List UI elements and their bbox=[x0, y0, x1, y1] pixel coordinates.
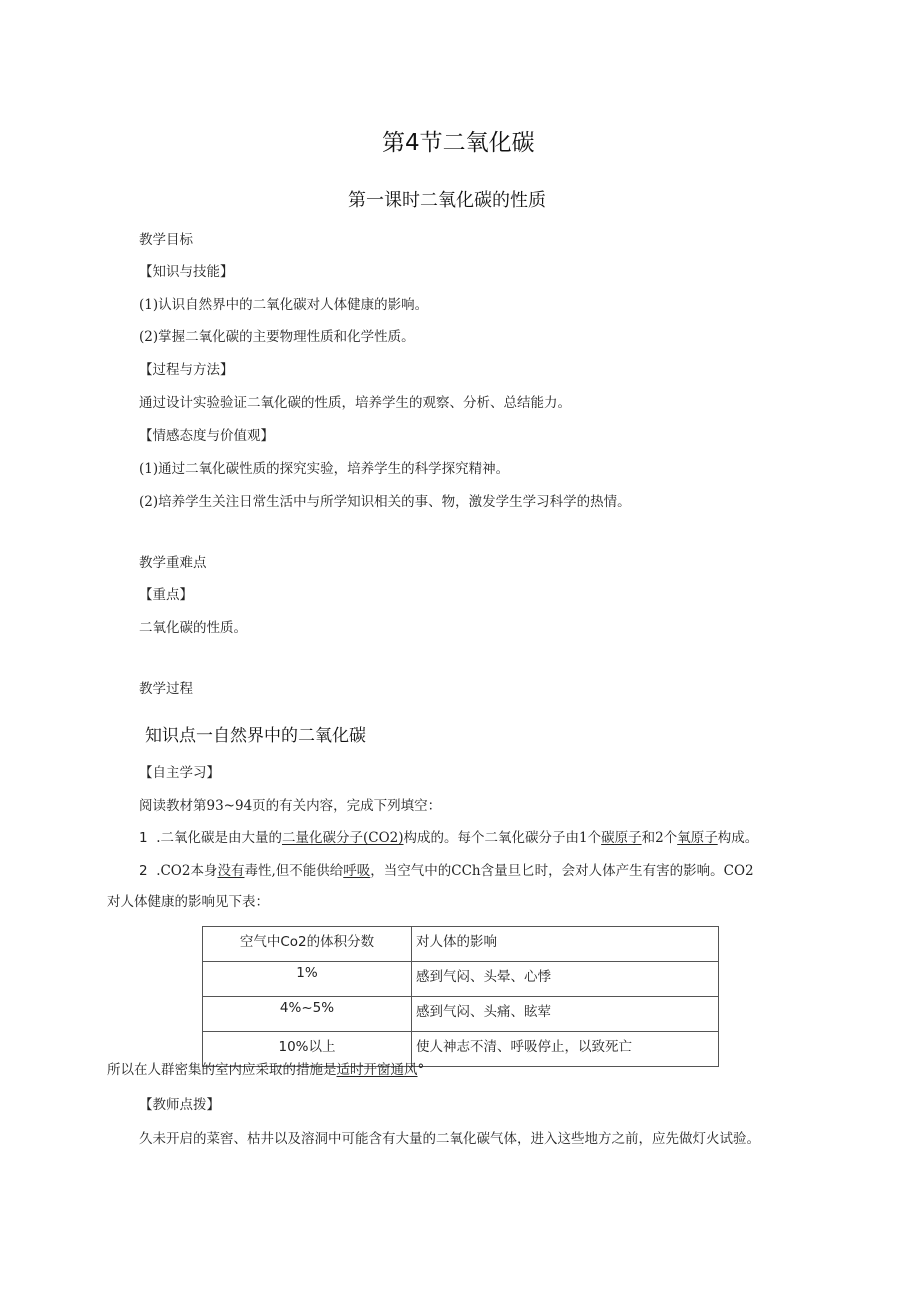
knowledge-item-2: (2)掌握二氧化碳的主要物理性质和化学性质。 bbox=[139, 329, 415, 345]
table-cell: 1% bbox=[203, 962, 412, 997]
co2-effects-table bbox=[202, 926, 719, 1067]
key-points-heading: 教学重难点 bbox=[139, 555, 207, 571]
knowledge-skills-label: 【知识与技能】 bbox=[139, 264, 234, 280]
fill-item-2-continuation: 对人体健康的影响见下表： bbox=[107, 894, 269, 910]
objectives-heading: 教学目标 bbox=[139, 232, 193, 248]
lesson-subtitle: 第一课时二氧化碳的性质 bbox=[348, 190, 546, 211]
table-cell: 使人神志不清、呼吸停止，以致死亡 bbox=[412, 1032, 719, 1067]
item-number: 1 bbox=[139, 830, 148, 846]
table-row bbox=[203, 997, 719, 1032]
table-cell: 4%~5% bbox=[203, 997, 412, 1032]
answer-blank: 碳原子 bbox=[601, 830, 642, 846]
table-header-cell: 对人体的影响 bbox=[412, 927, 719, 962]
table-cell: 感到气闷、头痛、眩荤 bbox=[412, 997, 719, 1032]
focus-label: 【重点】 bbox=[139, 587, 193, 603]
focus-text: 二氧化碳的性质。 bbox=[139, 620, 247, 636]
teaching-process-heading: 教学过程 bbox=[139, 681, 193, 697]
knowledge-item-1: (1)认识自然界中的二氧化碳对人体健康的影响。 bbox=[139, 297, 429, 313]
reading-instruction: 阅读教材第93~94页的有关内容，完成下列填空： bbox=[139, 798, 442, 814]
answer-blank: 二量化碳分子(CO2) bbox=[281, 830, 404, 846]
answer-blank: 适时开窗通风 bbox=[336, 1062, 418, 1078]
emotion-values-label: 【情感态度与价值观】 bbox=[139, 428, 274, 444]
process-method-label: 【过程与方法】 bbox=[139, 362, 234, 378]
item-number: 2 bbox=[139, 863, 148, 879]
document-title: 第4节二氧化碳 bbox=[382, 130, 535, 156]
table-row bbox=[203, 927, 719, 962]
self-study-label: 【自主学习】 bbox=[139, 765, 220, 781]
knowledge-point-1-heading: 知识点一自然界中的二氧化碳 bbox=[145, 726, 366, 746]
emotion-item-1: (1)通过二氧化碳性质的探究实验，培养学生的科学探究精神。 bbox=[139, 461, 510, 477]
answer-blank: 呼吸 bbox=[343, 863, 371, 879]
answer-blank: 氧原子 bbox=[677, 830, 718, 846]
teacher-tips-label: 【教师点拨】 bbox=[139, 1097, 220, 1113]
answer-blank: 没有 bbox=[217, 863, 245, 879]
emotion-item-2: (2)培养学生关注日常生活中与所学知识相关的事、物，激发学生学习科学的热情。 bbox=[139, 494, 631, 510]
table-header-cell: 空气中Co2的体积分数 bbox=[203, 927, 412, 962]
table-row bbox=[203, 962, 719, 997]
fill-item-2: 2 .CO2本身没有毒性,但不能供给呼吸，当空气中的CCh含量旦匕时，会对人体产生有害的影响。CO2 bbox=[139, 863, 754, 879]
after-table-text: 所以在人群密集的室内应采取的措施是适时开窗通风° bbox=[107, 1062, 425, 1078]
table-cell: 感到气闷、头晕、心悸 bbox=[412, 962, 719, 997]
fill-item-1: 1 .二氧化碳是由大量的二量化碳分子(CO2)构成的。每个二氧化碳分子由1个碳原子和2个氧原子构成。 bbox=[139, 830, 759, 846]
process-method-text: 通过设计实验验证二氧化碳的性质，培养学生的观察、分析、总结能力。 bbox=[139, 395, 571, 411]
teacher-tips-text: 久未开启的菜窖、枯井以及溶洞中可能含有大量的二氧化碳气体，进入这些地方之前，应先做灯火试验。 bbox=[139, 1131, 760, 1147]
table-cell: 10%以上 bbox=[203, 1032, 412, 1067]
